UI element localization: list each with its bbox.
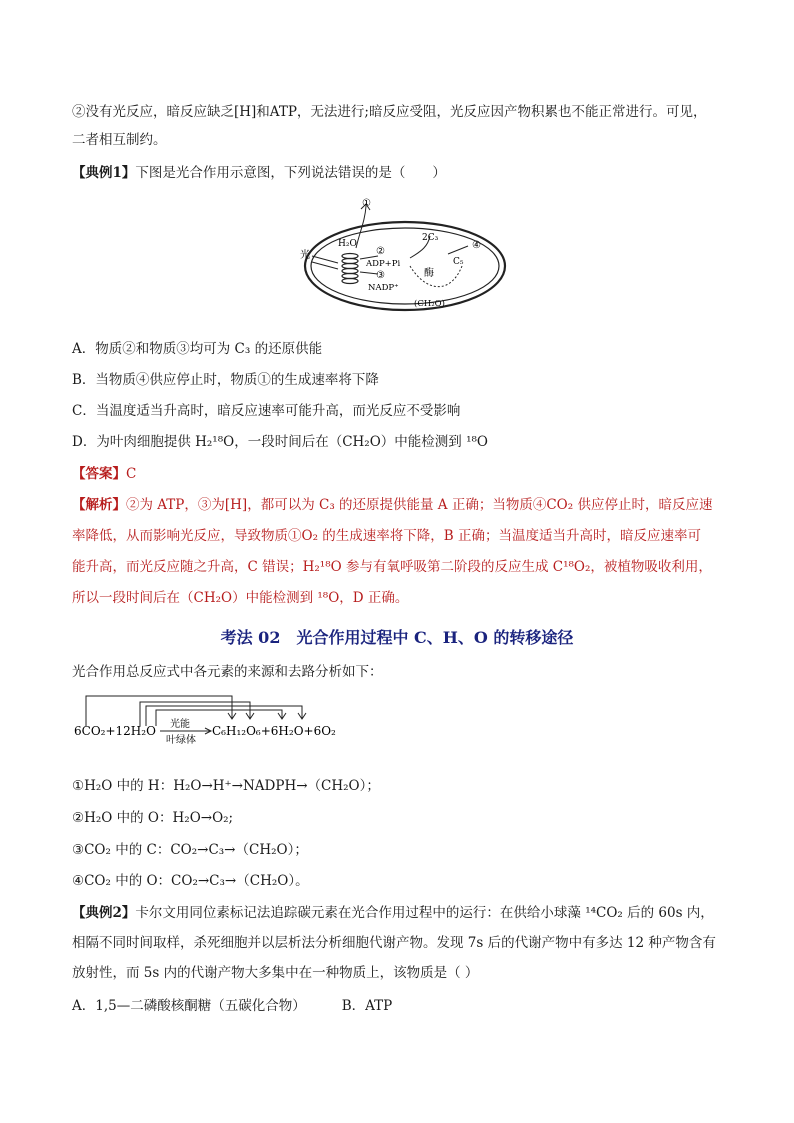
chloroplast-outer-membrane (305, 222, 505, 310)
option-a: A．物质②和物质③均可为 C₃ 的还原供能 (72, 341, 323, 357)
example2-label: 【典例2】 (72, 905, 136, 921)
example1-label: 【典例1】 (72, 165, 136, 181)
analysis-line-4: 所以一段时间后在（CH₂O）中能检测到 ¹⁸O，D 正确。 (72, 590, 409, 606)
label-enzyme: 酶 (424, 268, 434, 279)
label-ch2o: (CH₂O) (414, 299, 445, 309)
equation-condition-chloroplast: 叶绿体 (166, 735, 196, 744)
example1-question-text: 下图是光合作用示意图，下列说法错误的是（ ） (135, 165, 446, 181)
label-adp: ADP+Pi (366, 259, 401, 269)
label-num4: ④ (472, 240, 481, 251)
overall-equation (72, 688, 342, 744)
answer-value: C (126, 466, 137, 482)
intro-line-2: 二者相互制约。 (72, 132, 167, 148)
label-num1: ① (362, 198, 371, 209)
path-o-of-water: ②H₂O 中的 O：H₂O→O₂; (72, 810, 234, 826)
label-nadp: NADP⁺ (368, 283, 399, 293)
answer-label: 【答案】 (72, 466, 126, 482)
equation-condition-light: 光能 (170, 719, 190, 730)
calvin-dotted-arrow (410, 266, 462, 287)
label-c5: C₅ (453, 257, 464, 267)
example2-option-a: A．1,5—二磷酸核酮糖（五碳化合物） (72, 998, 306, 1014)
label-h2o: H₂O (338, 239, 357, 249)
section-intro: 光合作用总反应式中各元素的来源和去路分析如下： (72, 664, 383, 680)
analysis-line-2: 率降低，从而影响光反应，导致物质①O₂ 的生成速率将下降，B 正确；当温度适当升高时，暗反应速率可 (72, 528, 701, 544)
example1-question (72, 163, 446, 183)
label-2c3: 2C₃ (422, 233, 439, 243)
answer (72, 464, 136, 484)
example2-option-b: B．ATP (341, 998, 393, 1014)
path-o-of-co2: ④CO₂ 中的 O：CO₂→C₃→（CH₂O）。 (72, 873, 309, 889)
label-num2: ② (376, 246, 385, 257)
option-d: D．为叶肉细胞提供 H₂¹⁸O，一段时间后在（CH₂O）中能检测到 ¹⁸O (72, 434, 488, 450)
thylakoid-stack-icon (342, 254, 358, 284)
section-title: 考法 02 光合作用过程中 C、H、O 的转移途径 (220, 628, 574, 647)
equation-reactants: 6CO₂+12H₂O (74, 724, 156, 738)
option-b: B．当物质④供应停止时，物质①的生成速率将下降 (72, 372, 379, 388)
example2-line-3: 放射性，而 5s 内的代谢产物大多集中在一种物质上，该物质是（ ） (72, 965, 479, 981)
co2-arrow (448, 246, 468, 254)
analysis-label: 【解析】 (72, 497, 126, 513)
light-arrow-2 (312, 262, 338, 269)
equation-products: C₆H₁₂O₆+6H₂O+6O₂ (212, 724, 336, 738)
intro-line-1: ②没有光反应，暗反应缺乏[H]和ATP，无法进行;暗反应受阻，光反应因产物积累也不能正常进行。可见， (72, 104, 707, 120)
label-light: 光 (300, 250, 310, 261)
element-tracing-arrows (86, 696, 306, 726)
analysis-line-3: 能升高，而光反应随之升高，C 错误；H₂¹⁸O 参与有氧呼吸第二阶段的反应生成 C¹⁸O₂，被植物吸收利用， (72, 559, 712, 575)
photosynthesis-diagram (290, 196, 510, 314)
option-c: C．当温度适当升高时，暗反应速率可能升高，而光反应不受影响 (72, 403, 461, 419)
path-c-of-co2: ③CO₂ 中的 C：CO₂→C₃→（CH₂O）； (72, 842, 308, 858)
example2-line-1: 【典例2】卡尔文用同位素标记法追踪碳元素在光合作用过程中的运行：在供给小球藻 ¹⁴CO₂ 后的 60s 内， (72, 905, 714, 921)
label-num3: ③ (376, 270, 385, 281)
path-h-of-water: ①H₂O 中的 H：H₂O→H⁺→NADPH→（CH₂O）； (72, 778, 380, 794)
light-arrow-1 (312, 256, 338, 263)
analysis-line-1: 【解析】②为 ATP，③为[H]，都可以为 C₃ 的还原提供能量 A 正确；当物质④CO₂ 供应停止时，暗反应速 (72, 497, 713, 513)
example2-line-2: 相隔不同时间取样，杀死细胞并以层析法分析细胞代谢产物。发现 7s 后的代谢产物中有多达 12 种产物含有 (72, 935, 716, 951)
example2-options (72, 996, 392, 1016)
